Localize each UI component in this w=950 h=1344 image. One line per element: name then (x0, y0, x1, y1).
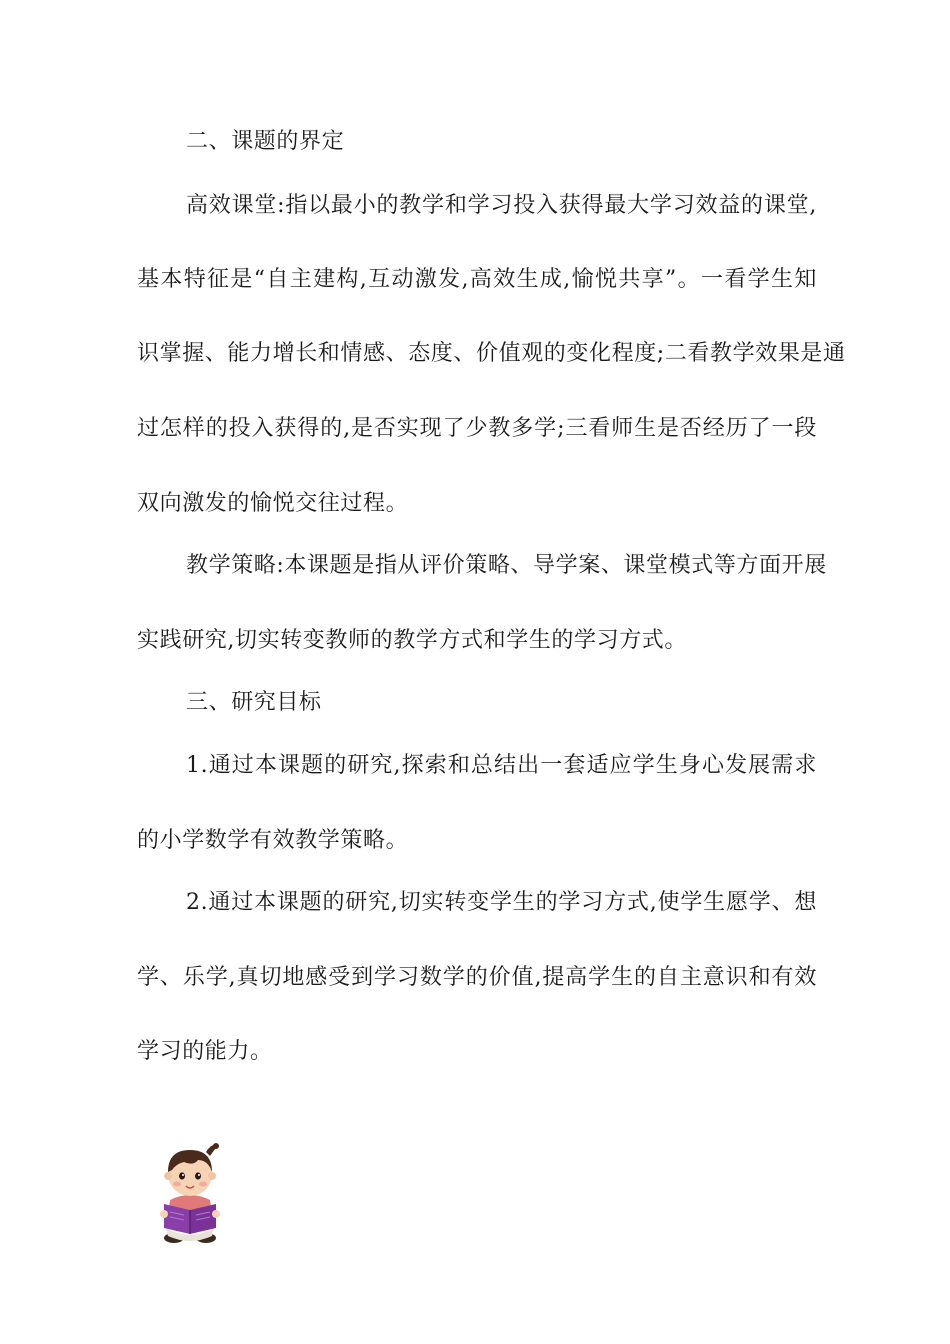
paragraph-line: 识掌握、能力增长和情感、态度、价值观的变化程度;二看教学效果是通 (137, 341, 846, 366)
child-reading-book-icon (150, 1138, 230, 1248)
paragraph-line: 2.通过本课题的研究,切实转变学生的学习方式,使学生愿学、想 (186, 890, 817, 915)
paragraph-line: 1.通过本课题的研究,探索和总结出一套适应学生身心发展需求 (186, 753, 817, 778)
paragraph-line: 过怎样的投入获得的,是否实现了少教多学;三看师生是否经历了一段 (137, 416, 817, 441)
paragraph-line: 的小学数学有效教学策略。 (137, 828, 409, 853)
paragraph-line: 实践研究,切实转变教师的教学方式和学生的学习方式。 (137, 628, 687, 653)
paragraph-line: 教学策略:本课题是指从评价策略、导学案、课堂模式等方面开展 (186, 553, 827, 578)
paragraph-line: 学、乐学,真切地感受到学习数学的价值,提高学生的自主意识和有效 (137, 965, 817, 990)
section-heading-goals: 三、研究目标 (186, 690, 322, 715)
section-heading-definition: 二、课题的界定 (186, 129, 345, 154)
paragraph-line: 学习的能力。 (137, 1039, 273, 1064)
paragraph-line: 基本特征是“自主建构,互动激发,高效生成,愉悦共享”。一看学生知 (137, 267, 817, 292)
paragraph-line: 双向激发的愉悦交往过程。 (137, 491, 409, 516)
paragraph-line: 高效课堂:指以最小的教学和学习投入获得最大学习效益的课堂, (186, 193, 817, 218)
